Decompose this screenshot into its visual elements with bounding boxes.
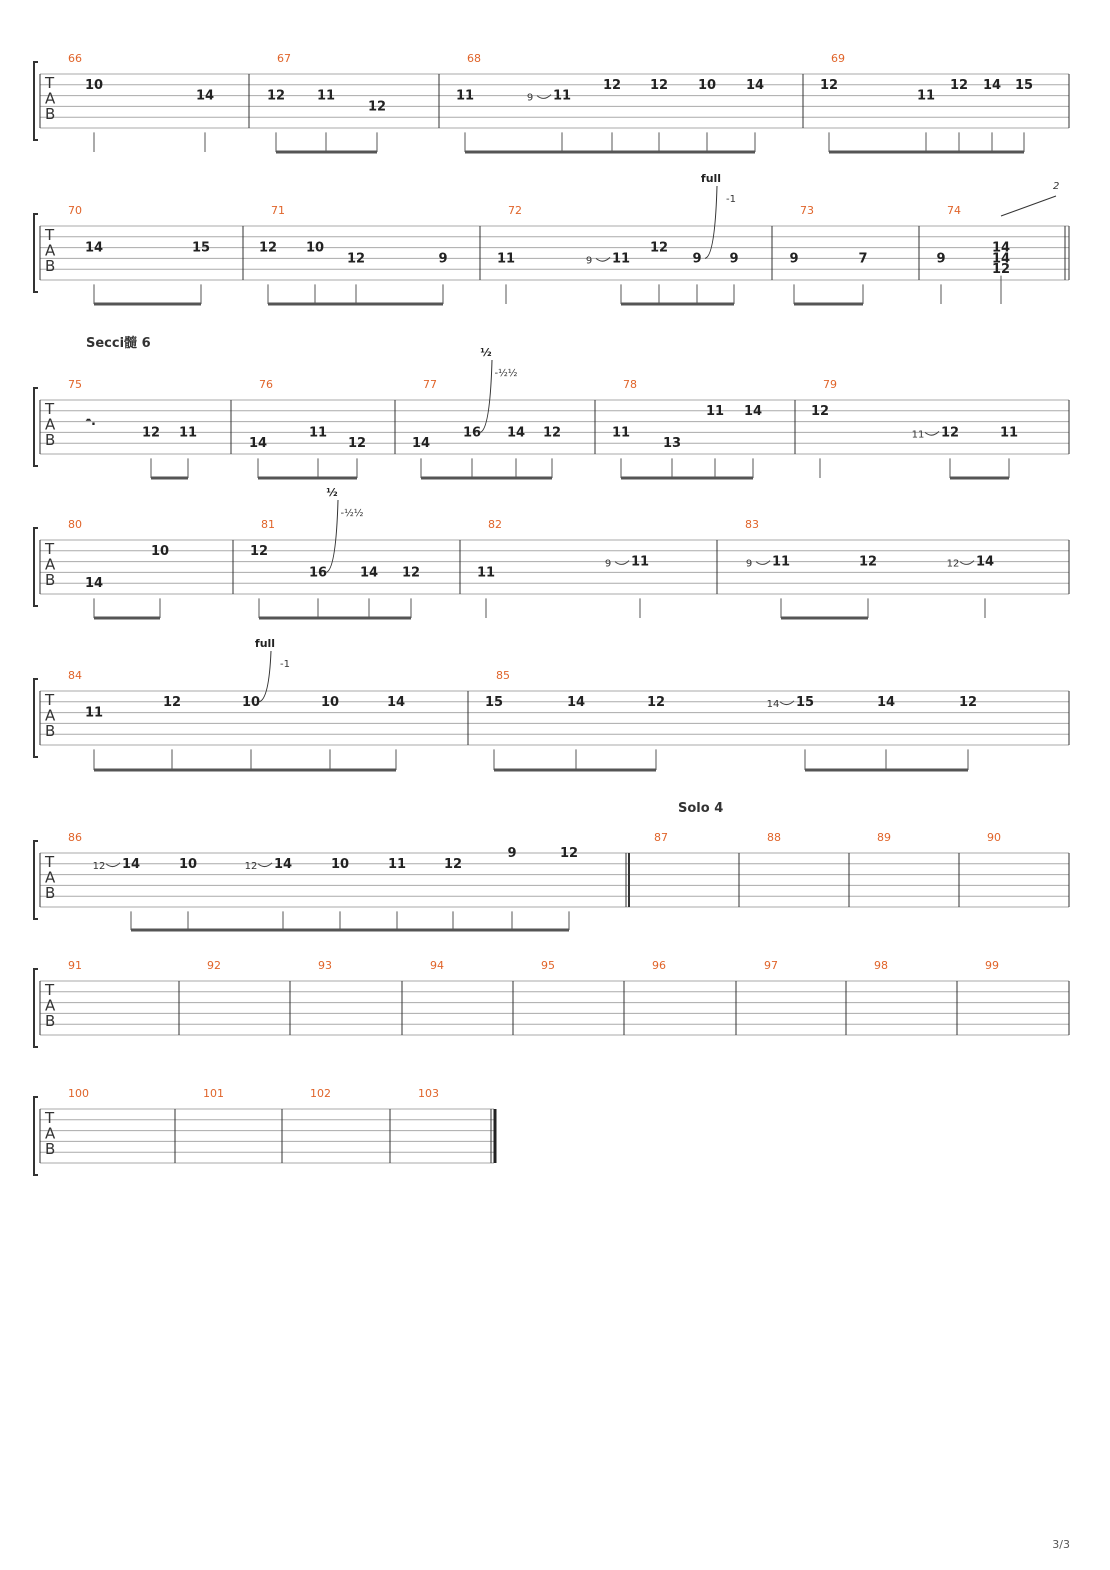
fret-number: 12	[559, 846, 579, 861]
bend-amount: full	[700, 172, 722, 185]
tab-clef-letter: A	[45, 1124, 56, 1143]
bend-release: -½½	[340, 508, 364, 519]
measure-number: 92	[207, 959, 221, 972]
measure-number: 101	[203, 1087, 224, 1100]
measure-number: 103	[418, 1087, 439, 1100]
tab-clef-letter: B	[45, 257, 56, 275]
bend-release: -1	[726, 194, 736, 205]
fret-number: 14	[359, 565, 379, 581]
bend-release: -½½	[494, 368, 518, 379]
fret-number: 12	[810, 403, 830, 419]
fret-number: 12	[958, 694, 978, 710]
fret-number: 14	[982, 77, 1002, 93]
measure-number: 94	[430, 959, 444, 972]
fret-number: 12	[949, 77, 969, 93]
system-bracket	[34, 1097, 38, 1175]
fret-number: 10	[697, 77, 717, 93]
tab-clef-letter: A	[45, 241, 56, 260]
measure-number: 84	[68, 669, 82, 682]
system-bracket	[34, 62, 38, 140]
system-bracket	[34, 841, 38, 919]
fret-number: 12	[858, 554, 878, 570]
grace-fret-number: 9	[526, 92, 534, 104]
fret-number: 15	[191, 240, 211, 256]
fret-number: 11	[308, 425, 328, 441]
tab-clef-letter: T	[45, 981, 55, 999]
tab-clef-letter: A	[45, 706, 56, 725]
tab-clef-letter: B	[45, 105, 56, 123]
measure-number: 75	[68, 378, 82, 391]
fret-number: 12	[258, 240, 278, 256]
tab-clef-letter: A	[45, 868, 56, 887]
fret-number: 12	[646, 694, 666, 710]
fret-number: 15	[1014, 77, 1034, 93]
measure-number: 69	[831, 52, 845, 65]
fret-number: 12	[141, 425, 161, 441]
fret-number: 12	[346, 251, 366, 267]
grace-fret-number: 9	[745, 558, 753, 570]
measure-number: 96	[652, 959, 666, 972]
fret-number: 14	[745, 77, 765, 93]
measure-number: 91	[68, 959, 82, 972]
fret-number: 15	[484, 694, 504, 710]
measure-number: 90	[987, 831, 1001, 844]
measure-number: 102	[310, 1087, 331, 1100]
fret-number: 12	[443, 856, 463, 872]
bend-curve	[259, 651, 271, 702]
fret-number: 14	[195, 88, 215, 104]
fret-number: 11	[705, 403, 725, 419]
fret-number: 10	[305, 240, 325, 256]
measure-number: 100	[68, 1087, 89, 1100]
measure-number: 99	[985, 959, 999, 972]
measure-number: 88	[767, 831, 781, 844]
section-label: Solo 4	[678, 801, 724, 816]
tab-clef-letter: B	[45, 431, 56, 449]
fret-number: 14	[743, 403, 763, 419]
measure-number: 80	[68, 518, 82, 531]
fret-number: 12	[649, 240, 669, 256]
fret-number: 11	[611, 251, 631, 267]
fret-number: 12	[266, 88, 286, 104]
fret-number: 10	[330, 856, 350, 872]
measure-number: 72	[508, 204, 522, 217]
measure-number: 77	[423, 378, 437, 391]
fret-number: 14	[273, 856, 293, 872]
measure-number: 71	[271, 204, 285, 217]
chord-fret-number: 12	[991, 262, 1011, 278]
page-number: 3/3	[1052, 1538, 1070, 1551]
fret-number: 12	[602, 77, 622, 93]
tab-clef-letter: T	[45, 853, 55, 871]
fret-number: 13	[662, 436, 682, 452]
chord-fret-number: 14	[991, 240, 1011, 256]
measure-number: 79	[823, 378, 837, 391]
fret-number: 10	[150, 543, 170, 559]
fret-number: 11	[552, 88, 572, 104]
tab-clef-letter: A	[45, 89, 56, 108]
measure-number: 89	[877, 831, 891, 844]
fret-number: 14	[411, 436, 431, 452]
measure-number: 70	[68, 204, 82, 217]
fret-number: 14	[876, 694, 896, 710]
measure-number: 83	[745, 518, 759, 531]
tab-clef-letter: B	[45, 1012, 56, 1030]
fret-number: 9	[507, 846, 517, 861]
tab-clef-letter: A	[45, 415, 56, 434]
tab-clef-letter: B	[45, 571, 56, 589]
fret-number: 12	[649, 77, 669, 93]
fret-number: 14	[84, 240, 104, 256]
rest-symbol: 𝄼.	[86, 414, 96, 429]
fret-number: 12	[347, 436, 367, 452]
grace-fret-number: 12	[244, 860, 258, 872]
grace-fret-number: 14	[766, 698, 780, 710]
tuplet-number: 2	[1053, 181, 1060, 192]
fret-number: 14	[386, 694, 406, 710]
fret-number: 11	[316, 88, 336, 104]
tab-clef-letter: B	[45, 884, 56, 902]
chord-fret-number: 14	[991, 251, 1011, 267]
fret-number: 11	[455, 88, 475, 104]
fret-number: 11	[916, 88, 936, 104]
tab-clef-letter: B	[45, 1140, 56, 1158]
fret-number: 10	[84, 77, 104, 93]
fret-number: 12	[367, 99, 387, 115]
fret-number: 9	[438, 251, 448, 267]
fret-number: 14	[566, 694, 586, 710]
fret-number: 9	[692, 251, 702, 267]
grace-fret-number: 9	[604, 558, 612, 570]
fret-number: 11	[496, 251, 516, 267]
fret-number: 12	[940, 425, 960, 441]
fret-number: 9	[936, 251, 946, 267]
fret-number: 14	[121, 856, 141, 872]
measure-number: 87	[654, 831, 668, 844]
fret-number: 11	[178, 425, 198, 441]
system-bracket	[34, 214, 38, 292]
measure-number: 85	[496, 669, 510, 682]
measure-number: 74	[947, 204, 961, 217]
fret-number: 12	[542, 425, 562, 441]
tab-clef-letter: T	[45, 691, 55, 709]
grace-fret-number: 11	[911, 429, 925, 441]
fret-number: 7	[858, 251, 868, 267]
system-bracket	[34, 969, 38, 1047]
tab-clef-letter: A	[45, 996, 56, 1015]
measure-number: 78	[623, 378, 637, 391]
tab-clef-letter: T	[45, 400, 55, 418]
system-bracket	[34, 388, 38, 466]
fret-number: 11	[999, 425, 1019, 441]
fret-number: 14	[975, 554, 995, 570]
fret-number: 11	[476, 565, 496, 581]
fret-number: 12	[819, 77, 839, 93]
tab-clef-letter: B	[45, 722, 56, 740]
fret-number: 14	[84, 576, 104, 592]
grace-fret-number: 12	[946, 558, 960, 570]
fret-number: 10	[320, 694, 340, 710]
tab-clef-letter: T	[45, 74, 55, 92]
measure-number: 73	[800, 204, 814, 217]
fret-number: 11	[84, 705, 104, 721]
fret-number: 12	[162, 694, 182, 710]
measure-number: 76	[259, 378, 273, 391]
measure-number: 82	[488, 518, 502, 531]
fret-number: 10	[241, 694, 261, 710]
fret-number: 14	[506, 425, 526, 441]
tab-clef-letter: T	[45, 1109, 55, 1127]
measure-number: 66	[68, 52, 82, 65]
measure-number: 86	[68, 831, 82, 844]
tab-clef-letter: A	[45, 555, 56, 574]
tab-clef-letter: T	[45, 540, 55, 558]
fret-number: 16	[462, 425, 482, 441]
bend-release: -1	[280, 659, 290, 670]
fret-number: 11	[771, 554, 791, 570]
fret-number: 11	[611, 425, 631, 441]
measure-number: 93	[318, 959, 332, 972]
measure-number: 68	[467, 52, 481, 65]
grace-fret-number: 12	[92, 860, 106, 872]
grace-fret-number: 9	[585, 255, 593, 267]
fret-number: 10	[178, 856, 198, 872]
fret-number: 9	[729, 251, 739, 267]
fret-number: 12	[249, 543, 269, 559]
fret-number: 11	[630, 554, 650, 570]
measure-number: 81	[261, 518, 275, 531]
measure-number: 67	[277, 52, 291, 65]
bend-amount: ½	[326, 486, 338, 499]
measure-number: 95	[541, 959, 555, 972]
measure-number: 98	[874, 959, 888, 972]
system-bracket	[34, 679, 38, 757]
bend-amount: full	[254, 637, 276, 650]
fret-number: 12	[401, 565, 421, 581]
bend-amount: ½	[480, 346, 492, 359]
section-label: Secci髓 6	[86, 336, 151, 351]
fret-number: 15	[795, 694, 815, 710]
tuplet-line	[1001, 196, 1056, 216]
measure-number: 97	[764, 959, 778, 972]
fret-number: 9	[789, 251, 799, 267]
fret-number: 11	[387, 856, 407, 872]
fret-number: 14	[248, 436, 268, 452]
system-bracket	[34, 528, 38, 606]
tab-clef-letter: T	[45, 226, 55, 244]
fret-number: 16	[308, 565, 328, 581]
